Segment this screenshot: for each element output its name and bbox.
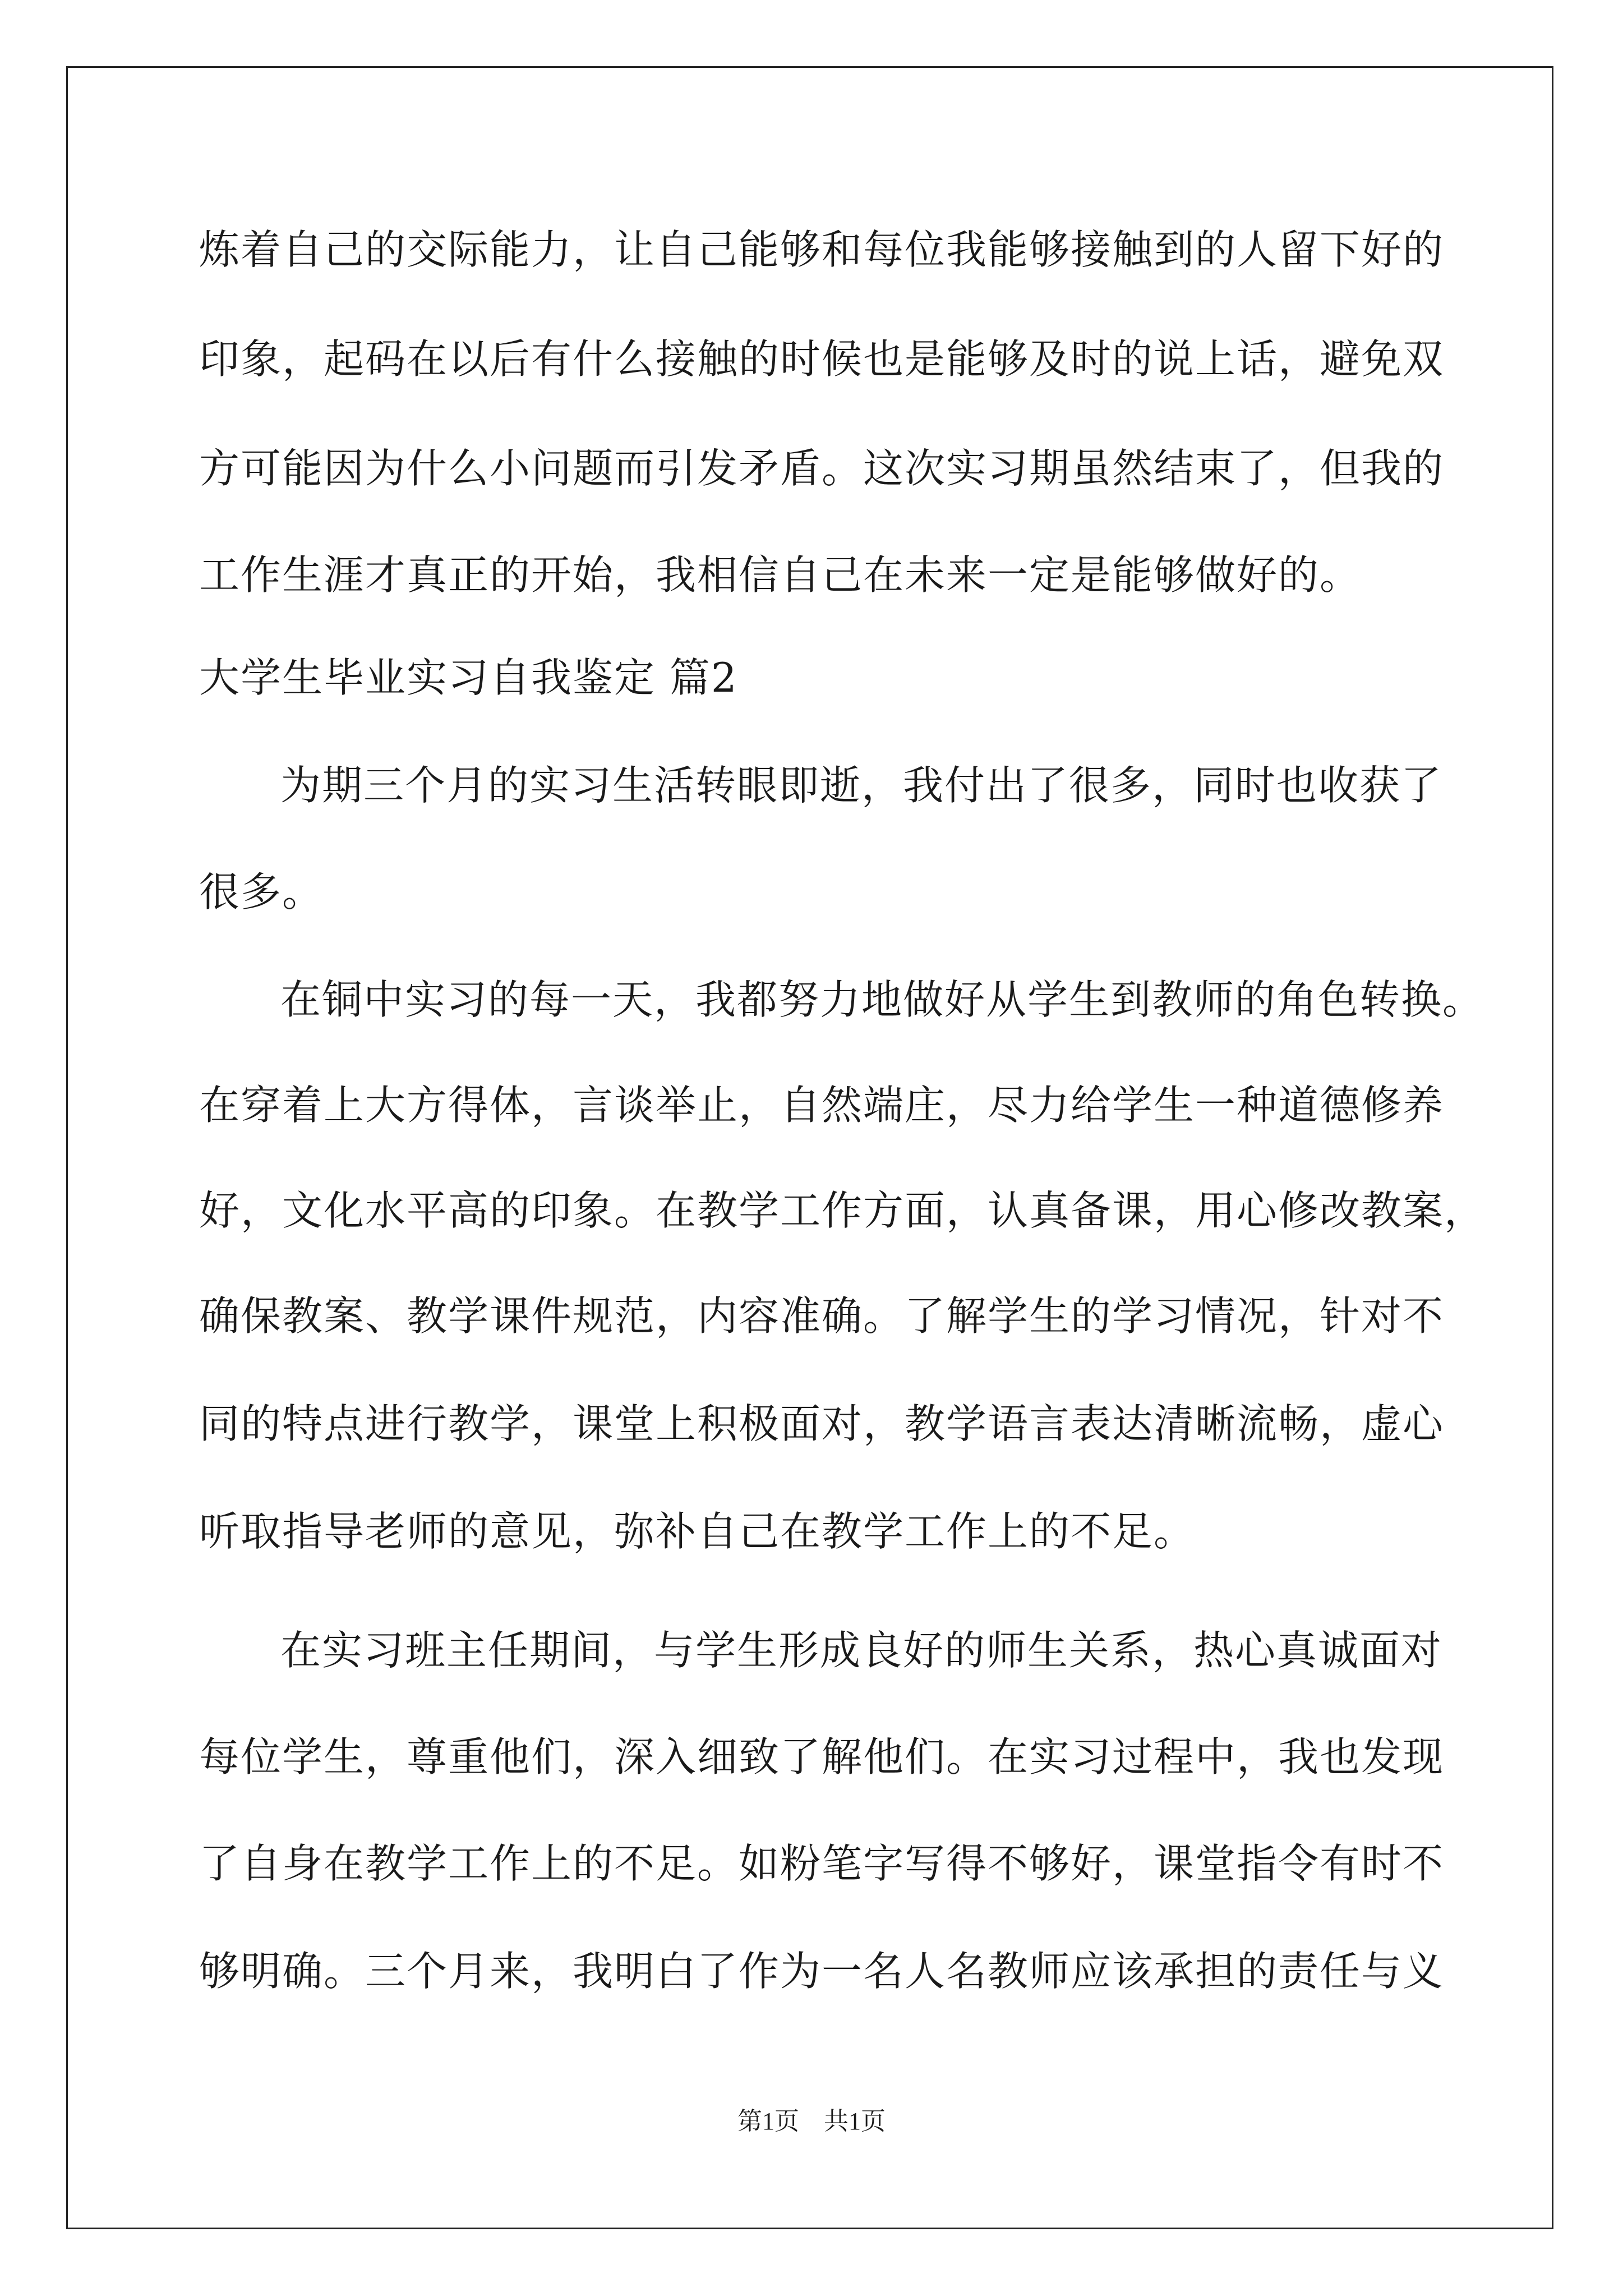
text-line: 工作生涯才真正的开始，我相信自己在未来一定是能够做好的。 bbox=[199, 551, 1362, 599]
text-line: 方可能因为什么小问题而引发矛盾。这次实习期虽然结束了，但我的 bbox=[199, 445, 1445, 492]
page-footer: 第1页 共1页 bbox=[737, 2108, 886, 2135]
section-heading: 大学生毕业实习自我鉴定 篇2 bbox=[199, 654, 738, 701]
text-line: 印象，起码在以后有什么接触的时候也是能够及时的说上话，避免双 bbox=[199, 335, 1445, 383]
text-line: 为期三个月的实习生活转眼即逝，我付出了很多，同时也收获了 bbox=[280, 762, 1443, 809]
text-line: 炼着自己的交际能力，让自己能够和每位我能够接触到的人留下好的 bbox=[199, 226, 1445, 273]
text-line: 够明确。三个月来，我明白了作为一名人名教师应该承担的责任与义 bbox=[199, 1948, 1445, 1995]
text-line: 了自身在教学工作上的不足。如粉笔字写得不够好，课堂指令有时不 bbox=[199, 1840, 1445, 1887]
text-line: 很多。 bbox=[199, 868, 324, 915]
text-line: 在铜中实习的每一天，我都努力地做好从学生到教师的角色转换。 bbox=[280, 976, 1484, 1023]
text-line: 确保教案、教学课件规范，内容准确。了解学生的学习情况，针对不 bbox=[199, 1292, 1445, 1340]
text-line: 每位学生，尊重他们，深入细致了解他们。在实习过程中，我也发现 bbox=[199, 1733, 1445, 1780]
page-border bbox=[66, 66, 1553, 2229]
text-line: 同的特点进行教学，课堂上积极面对，教学语言表达清晰流畅，虚心 bbox=[199, 1400, 1445, 1447]
text-line: 好，文化水平高的印象。在教学工作方面，认真备课，用心修改教案， bbox=[199, 1187, 1486, 1234]
text-line: 在穿着上大方得体，言谈举止，自然端庄，尽力给学生一种道德修养 bbox=[199, 1082, 1445, 1129]
text-line: 在实习班主任期间，与学生形成良好的师生关系，热心真诚面对 bbox=[280, 1627, 1443, 1674]
text-line: 听取指导老师的意见，弥补自己在教学工作上的不足。 bbox=[199, 1508, 1196, 1555]
